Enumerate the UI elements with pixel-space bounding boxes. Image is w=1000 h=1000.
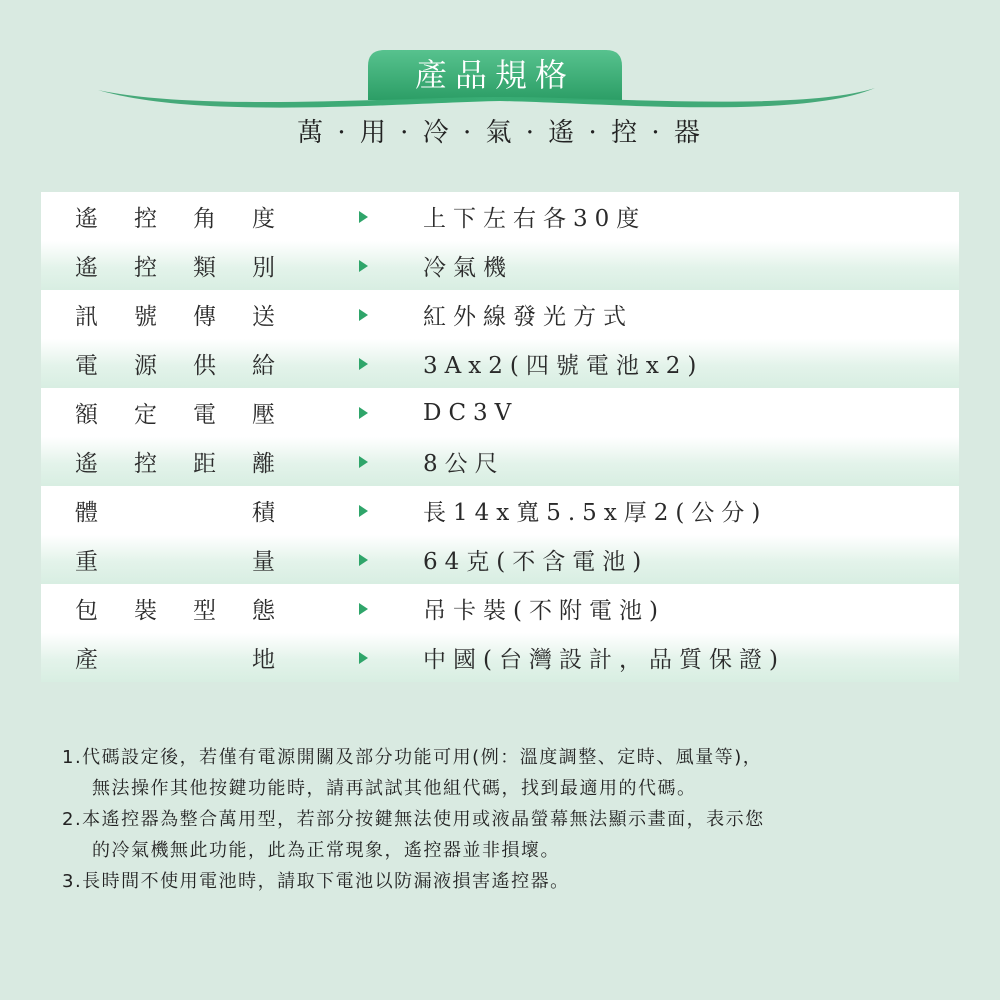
label-char: 包 [75, 598, 98, 624]
arrow-icon [359, 554, 368, 566]
label-char: 裝 [134, 598, 157, 624]
label-char: 供 [193, 353, 216, 379]
spec-label [75, 641, 275, 674]
spec-row [41, 241, 959, 290]
spec-row [41, 633, 959, 682]
label-char: 地 [252, 647, 275, 673]
label-char: 額 [75, 402, 98, 428]
spec-label [75, 494, 275, 527]
label-char: 給 [252, 353, 275, 379]
label-char: 態 [252, 598, 275, 624]
arrow-icon [359, 505, 368, 517]
spec-row [41, 584, 959, 633]
header [0, 0, 1000, 160]
spec-value: 長14x寬5.5x厚2(公分) [423, 500, 768, 526]
arrow-icon [359, 407, 368, 419]
arrow-icon [359, 652, 368, 664]
spec-row [41, 535, 959, 584]
label-char: 遙 [75, 206, 98, 232]
label-char: 控 [134, 206, 157, 232]
label-char: 別 [252, 255, 275, 281]
page-title: 產品規格 [414, 56, 575, 94]
label-char: 定 [134, 402, 157, 428]
spec-value: 8公尺 [423, 451, 505, 477]
usage-notes [62, 742, 962, 897]
label-char: 傳 [193, 304, 216, 330]
spec-value: DC3V [423, 399, 519, 426]
spec-label [75, 592, 275, 625]
label-char: 電 [75, 353, 98, 379]
product-subtitle: 萬 · 用 · 冷 · 氣 · 遙 · 控 · 器 [297, 118, 703, 148]
spec-label [75, 396, 275, 429]
arrow-icon [359, 603, 368, 615]
label-char: 量 [252, 549, 275, 575]
spec-row [41, 486, 959, 535]
label-char: 號 [134, 304, 157, 330]
label-char: 度 [252, 206, 275, 232]
spec-value: 中國(台灣設計，品質保證) [423, 647, 785, 673]
label-char: 產 [75, 647, 98, 673]
spec-value: 3Ax2(四號電池x2) [423, 353, 704, 379]
spec-label [75, 298, 275, 331]
spec-row [41, 437, 959, 486]
spec-row [41, 192, 959, 241]
note-line: 無法操作其他按鍵功能時，請再試試其他組代碼，找到最適用的代碼。 [92, 778, 697, 799]
label-char: 積 [252, 500, 275, 526]
label-char: 離 [252, 451, 275, 477]
arrow-icon [359, 309, 368, 321]
label-char: 重 [75, 549, 98, 575]
spec-value: 冷氣機 [423, 255, 513, 281]
note-line: 的冷氣機無此功能，此為正常現象，遙控器並非損壞。 [92, 840, 560, 861]
label-char: 電 [193, 402, 216, 428]
label-char: 壓 [252, 402, 275, 428]
spec-row [41, 339, 959, 388]
spec-value: 吊卡裝(不附電池) [423, 598, 665, 624]
note-line: 1.代碼設定後，若僅有電源開關及部分功能可用(例：溫度調整、定時、風量等)， [62, 747, 763, 768]
spec-value: 紅外線發光方式 [423, 304, 633, 330]
label-char: 送 [252, 304, 275, 330]
spec-label [75, 249, 275, 282]
spec-row [41, 388, 959, 437]
arrow-icon [359, 260, 368, 272]
arrow-icon [359, 211, 368, 223]
label-char: 遙 [75, 255, 98, 281]
spec-row [41, 290, 959, 339]
label-char: 類 [193, 255, 216, 281]
label-char: 控 [134, 255, 157, 281]
spec-label [75, 200, 275, 233]
note-line: 2.本遙控器為整合萬用型，若部分按鍵無法使用或液晶螢幕無法顯示畫面，表示您 [62, 809, 765, 830]
label-char: 型 [193, 598, 216, 624]
label-char: 角 [193, 206, 216, 232]
spec-label [75, 543, 275, 576]
note-line: 3.長時間不使用電池時，請取下電池以防漏液損害遙控器。 [62, 871, 570, 892]
label-char: 控 [134, 451, 157, 477]
spec-value: 上下左右各30度 [423, 206, 647, 232]
label-char: 體 [75, 500, 98, 526]
label-char: 源 [134, 353, 157, 379]
spec-table [41, 192, 959, 682]
arrow-icon [359, 358, 368, 370]
label-char: 距 [193, 451, 216, 477]
spec-label [75, 445, 275, 478]
arrow-icon [359, 456, 368, 468]
label-char: 訊 [75, 304, 98, 330]
spec-label [75, 347, 275, 380]
label-char: 遙 [75, 451, 98, 477]
spec-value: 64克(不含電池) [423, 549, 649, 575]
